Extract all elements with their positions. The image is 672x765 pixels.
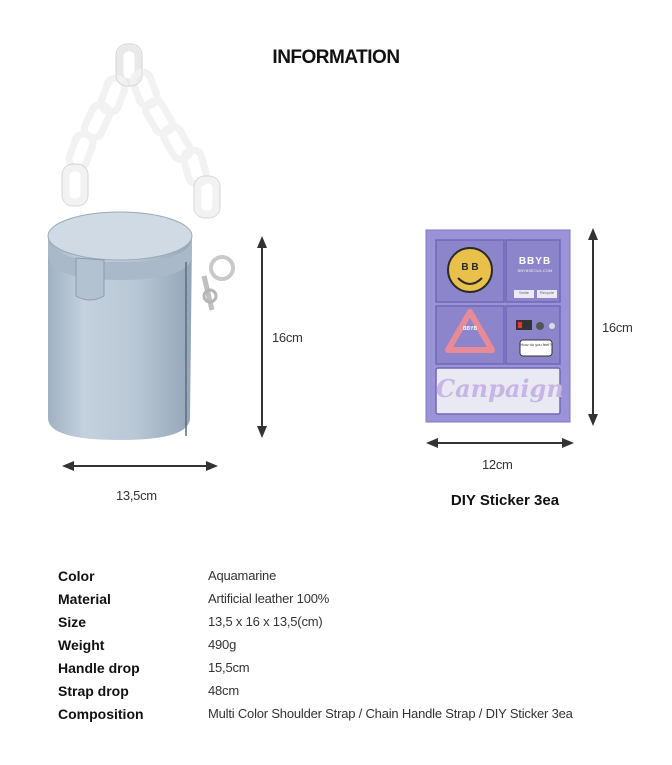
bag-height-label: 16cm — [272, 330, 303, 345]
spec-value: Multi Color Shoulder Strap / Chain Handle Strap / DIY Sticker 3ea — [208, 706, 573, 721]
bag-lid — [48, 212, 192, 260]
spec-value: Artificial leather 100% — [208, 591, 330, 606]
brand-text: BBYB — [518, 256, 552, 267]
spec-label: Color — [58, 568, 95, 584]
spec-value: 48cm — [208, 683, 239, 698]
sticker-width-label: 12cm — [482, 457, 513, 472]
spec-label: Material — [58, 591, 111, 607]
sticker-height-arrow — [588, 228, 598, 426]
spec-value: Aquamarine — [208, 568, 277, 583]
sticker-height-label: 16cm — [602, 320, 633, 335]
sticker-width-arrow — [426, 438, 574, 448]
spec-label: Handle drop — [58, 660, 140, 676]
bag-width-label: 13,5cm — [116, 488, 157, 503]
brand-subtext: BBYBSEOUL.COM — [517, 268, 553, 273]
bag-flap — [76, 258, 104, 300]
spec-value: 13,5 x 16 x 13,5(cm) — [208, 614, 323, 629]
tag-right: Recycle — [539, 290, 555, 295]
bag-width-arrow — [62, 461, 218, 471]
bubble-text: How do you feel? — [520, 342, 552, 347]
sticker-caption: DIY Sticker 3ea — [450, 492, 560, 509]
tag-left: Smile — [518, 290, 529, 295]
smiley-text: B B — [461, 262, 479, 273]
metal-ring — [211, 257, 233, 279]
campaign-text: Canpaign — [436, 374, 564, 403]
spec-label: Weight — [58, 637, 105, 653]
recycle-text: BBYB — [462, 326, 478, 332]
spec-label: Composition — [58, 706, 144, 722]
spec-label: Strap drop — [58, 683, 129, 699]
spec-value: 15,5cm — [208, 660, 250, 675]
bag-height-arrow — [257, 236, 267, 438]
spec-value: 490g — [208, 637, 237, 652]
page-title: INFORMATION — [272, 47, 400, 68]
spec-label: Size — [58, 614, 87, 630]
